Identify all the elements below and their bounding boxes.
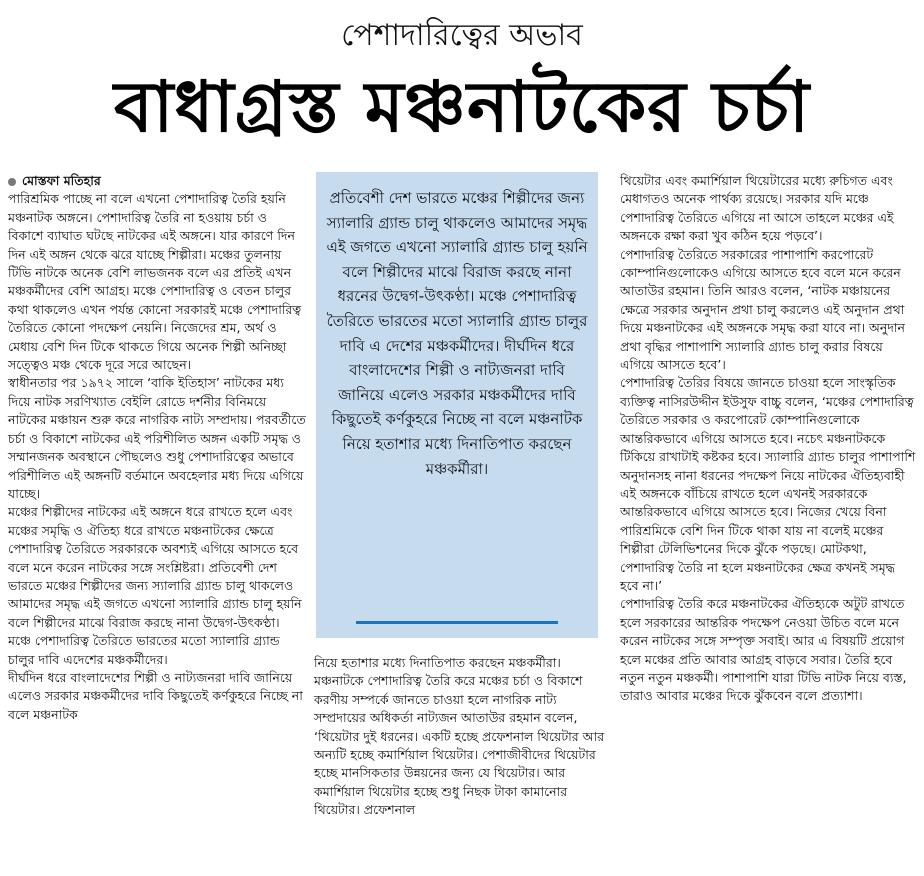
article-column-3 — [620, 172, 916, 706]
paragraph: পেশাদারিত্ব তৈরির বিষয়ে জানতে চাওয়া হলে সাংস্কৃতিক ব্যক্তিত্ব নাসিরউদ্দীন ইউসুফ বাচ্চু বলেন, ‘মঞ্চের পেশাদারিত্ব তৈরিতে সরকার ও করপোরেট কোম্পানিগুলোকে আন্তরিকভাবে এগিয়ে আসতে হবে। নচেৎ মঞ্চনাটককে টিকিয়ে রাখাটাই কষ্টকর হবে। স্যালারি গ্র্যান্ড চালুর পাশাপাশি অনুদানসহ নানা ধরনের পদক্ষেপ নিয়ে নাটকের ঐতিহ্যবাহী এই অঙ্গনকে বাঁচিয়ে রাখতে হলে এখনই সরকারকে আন্তরিকভাবে এগিয়ে আসতে হবে। নিজের খেয়ে বিনা পারিশ্রমিকে বেশি দিন টিকে থাকা যায় না বলেই মঞ্চের শিল্পীরা টেলিভিশনের দিকে ঝুঁকে পড়ছে। মোটকথা, পেশাদারিত্ব তৈরি না হলে মঞ্চনাটকের ক্ষেত্র কখনই সমৃদ্ধ হবে না।’ — [620, 375, 916, 593]
paragraph: স্বাধীনতার পর ১৯৭২ সালে ‘বাকি ইতিহাস’ নাটকের মধ্য দিয়ে নাটক সরণিখ্যাত বেইলি রোডে দর্শনীর বিনিময়ে নাটকের মঞ্চায়ন শুরু করে নাগরিক নাট্য সম্প্রদায়। পরবর্তীতে চর্চা ও বিকাশে নাটকের এই পরিশীলিত অঙ্গন একটি সমৃদ্ধ ও সম্মানজনক অবস্থানে পৌছলেও শুধু পেশাদারিত্বের অভাবে পরিশীলিত এই অঙ্গনটি বর্তমানে অবহেলার মধ্য দিয়ে এগিয়ে যাচ্ছে। — [8, 375, 306, 501]
bullet-icon — [8, 178, 16, 186]
pull-quote-text: প্রতিবেশী দেশ ভারতে মঞ্চের শিল্পীদের জন্য স্যালারি গ্র্যান্ড চালু থাকলেও আমাদের সমৃদ্ধ এই জগতে এখনো স্যালারি গ্র্যান্ড চালু হয়নি বলে শিল্পীদের মাঝে বিরাজ করছে নানা ধরনের উদ্বেগ-উৎকণ্ঠা। মঞ্চে পেশাদারিত্ব তৈরিতে ভারতের মতো স্যালারি গ্র্যান্ড চালুর দাবি এ দেশের মঞ্চকর্মীদের। দীর্ঘদিন ধরে বাংলাদেশের শিল্পী ও নাট্যজনরা দাবি জানিয়ে এলেও সরকার মঞ্চকর্মীদের দাবি কিছুতেই কর্ণকুহরে নিচ্ছে না বলে মঞ্চনাটক নিয়ে হতাশার মধ্যে দিনাতিপাত করছেন মঞ্চকর্মীরা। — [326, 189, 588, 478]
article-column-2 — [314, 654, 608, 820]
paragraph: মঞ্চনাটকে পেশাদারিত্ব তৈরি করে মঞ্চের চর্চা ও বিকাশে করণীয় সম্পর্কে জানতে চাওয়া হলে নাগরিক নাট্য সম্প্রদায়ের অধিকর্তা নাট্যজন আতাউর রহমান বলেন, ‘থিয়েটার দুই ধরনের। একটি হচ্ছে প্রফেশনাল থিয়েটার আর অন্যটি হচ্ছে কমার্শিয়াল থিয়েটার। পেশাজীবীদের থিয়েটার হচ্ছে মানসিকতার উন্নয়নের জন্য যে থিয়েটার। আর কমার্শিয়াল থিয়েটার হচ্ছে শুধু নিছক টাকা কামানোর থিয়েটার। প্রফেশনাল — [314, 673, 605, 818]
article-column-1 — [8, 172, 306, 724]
paragraph: পেশাদারিত্ব তৈরিতে সরকারের পাশাপাশি করপোরেট কোম্পানিগুলোকেও এগিয়ে আসতে হবে বলে মনে করেন আতাউর রহমান। তিনি আরও বলেন, ‘নাটক মঞ্চায়নের ক্ষেত্রে সরকার অনুদান প্রথা চালু করলেও এই অনুদান প্রথা দিয়ে মঞ্চনাটকের এই অঙ্গনকে সমৃদ্ধ করা যাবে না। অনুদান প্রথা বৃদ্ধির পাশাপাশি স্যালারি গ্র্যান্ড চালু করার বিষয়ে এগিয়ে আসতে হবে’। — [620, 246, 905, 373]
kicker-title: পেশাদারিত্বের অভাব — [341, 18, 583, 53]
byline — [8, 172, 306, 190]
paragraph: দীর্ঘদিন ধরে বাংলাদেশের শিল্পী ও নাট্যজনরা দাবি জানিয়ে এলেও সরকার মঞ্চকর্মীদের দাবি কিছুতেই কর্ণকুহরে নিচ্ছে না বলে মঞ্চনাটক — [8, 669, 303, 722]
pull-quote-box — [316, 172, 598, 638]
paragraph: থিয়েটার এবং কমার্শিয়াল থিয়েটারের মধ্যে রুচিগত এবং মেধাগতও অনেক পার্থক্য রয়েছে। সরকার যদি মঞ্চে পেশাদারিত্ব তৈরিতে এগিয়ে না আসে তাহলে মঞ্চের এই অঙ্গনকে রক্ষা করা খুব কঠিন হয়ে পড়বে’। — [620, 173, 894, 244]
headline: বাধাগ্রস্ত মঞ্চনাটকের চর্চা — [113, 66, 811, 148]
paragraph: পারিশ্রমিক পাচ্ছে না বলে এখনো পেশাদারিত্ব তৈরি হয়নি মঞ্চনাটক অঙ্গনে। পেশাদারিত্ব তৈরি না হওয়ায় চর্চা ও বিকাশে ব্যাঘাত ঘটছে নাটকের এই অঙ্গনে। যার কারণে দিন দিন এই অঙ্গন থেকে ঝরে যাচ্ছে শিল্পীরা। মঞ্চের তুলনায় টিভি নাটকে অনেক বেশি লাভজনক বলে এর প্রতিই এখন মঞ্চকর্মীদের বেশি আগ্রহ। মঞ্চে পেশাদারিত্ব ও বেতন চালুর কথা থাকলেও এখন পর্যন্ত কোনো সরকারই মঞ্চে পেশাদারিত্ব তৈরিতে কোনো পদক্ষেপ নেয়নি। নিজেদের শ্রম, অর্থ ও মেধায় বেশি দিন টিকে থাকতে গিয়ে অনেক শিল্পী অনিচ্ছা সত্ত্বেও মঞ্চ থেকে দূরে সরে আছেন। — [8, 191, 302, 373]
paragraph: নিয়ে হতাশার মধ্যে দিনাতিপাত করছেন মঞ্চকর্মীরা। — [314, 655, 561, 670]
paragraph: মঞ্চের শিল্পীদের নাটকের এই অঙ্গনে ধরে রাখতে হলে এবং মঞ্চের সমৃদ্ধি ও ঐতিহ্য ধরে রাখতে মঞ্চনাটকের ক্ষেত্রে পেশাদারিত্ব তৈরিতে সরকারকে অবশ্যই এগিয়ে আসতে হবে বলে মনে করেন নাটকের সঙ্গে সংশ্লিষ্টরা। প্রতিবেশী দেশ ভারতে মঞ্চের শিল্পীদের জন্য স্যালারি গ্র্যান্ড চালু থাকলেও আমাদের সমৃদ্ধ এই জগতে এখনো স্যালারি গ্র্যান্ড চালু হয়নি বলে শিল্পীদের মাঝে বিরাজ করছে নানা উদ্বেগ-উৎকণ্ঠা। মঞ্চে পেশাদারিত্ব তৈরিতে ভারতের মতো স্যালারি গ্র্যান্ড চালুর দাবি এদেশের মঞ্চকর্মীদের। — [8, 504, 302, 667]
byline-author: মোস্তফা মতিহার — [22, 173, 101, 188]
paragraph: পেশাদারিত্ব তৈরি করে মঞ্চনাটকের ঐতিহ্যকে অটুট রাখতে হলে সরকারের আন্তরিক পদক্ষেপ নেওয়া উচিত বলে মনে করেন নাটকের সঙ্গে সম্পৃক্ত সবাই। আর এ বিষয়টি প্রয়োগ হলে মঞ্চের প্রতি আবার আগ্রহ বাড়বে সবার। তৈরি হবে নতুন নতুন মঞ্চকর্মী। পাশাপাশি যারা টিভি নাটক নিয়ে ব্যস্ত, তারাও আবার মঞ্চের দিকে ঝুঁকবেন বলে প্রত্যাশা। — [620, 596, 907, 704]
pull-quote-rule — [356, 621, 558, 624]
